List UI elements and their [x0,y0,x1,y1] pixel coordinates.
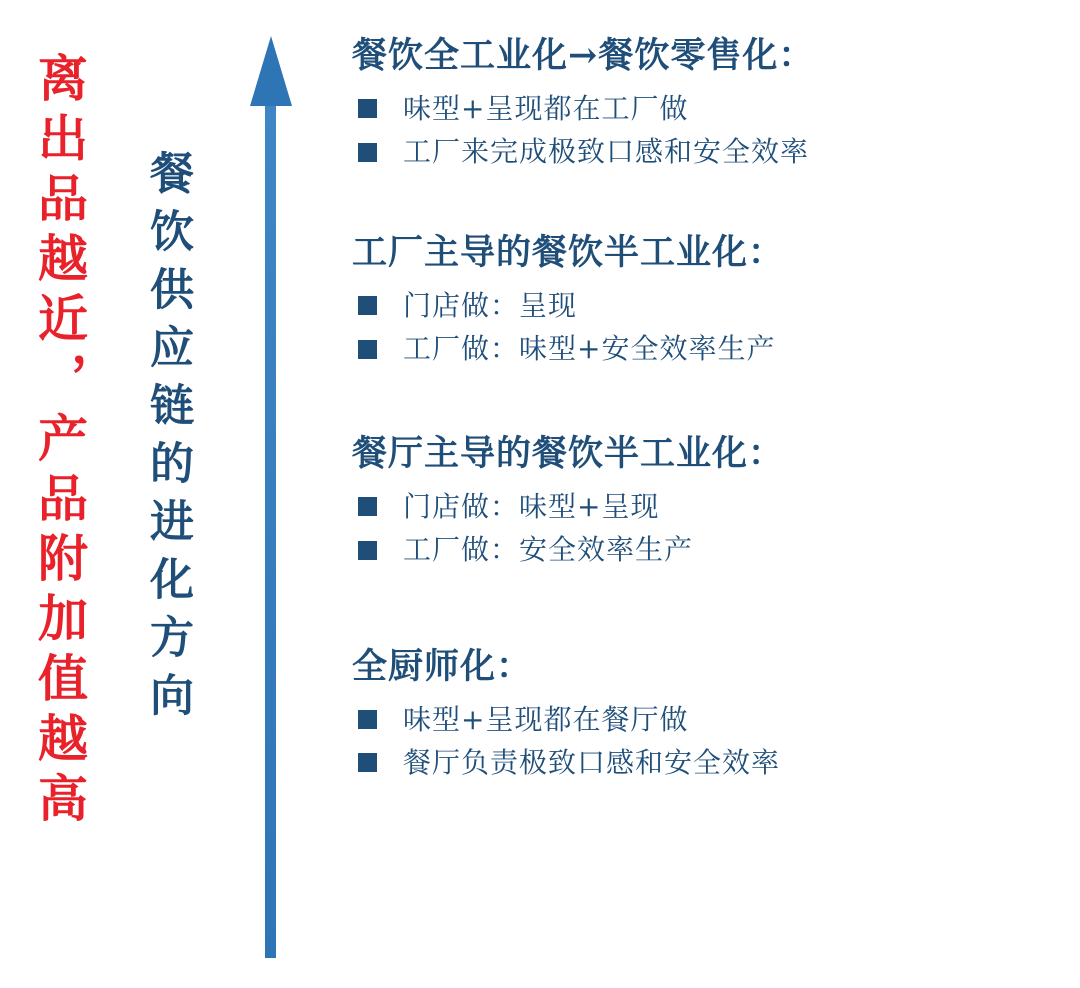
bullet-item [352,703,1052,737]
upward-arrow-icon [248,28,294,958]
bullet-label: 工厂做：味型+安全效率生产 [403,332,776,366]
bullet-item [352,746,1052,780]
bullet-label: 工厂来完成极致口感和安全效率 [403,135,810,169]
square-bullet-icon [358,143,377,162]
bullet-label: 门店做：呈现 [403,288,578,322]
square-bullet-icon [358,753,377,772]
stage-title-3: 全厨师化： [352,645,533,687]
bullet-label: 工厂做：安全效率生产 [403,533,694,567]
content-stack [352,34,1052,790]
bullet-label: 味型+呈现都在工厂做 [403,91,689,125]
axis-vertical-caption: 餐饮供应链的进化方向 [142,150,193,730]
stage-title-1: 工厂主导的餐饮半工业化： [352,231,785,273]
bullet-label: 门店做：味型+呈现 [403,489,660,523]
bullet-label: 餐厅负责极致口感和安全效率 [403,746,781,780]
stage-title-0: 餐饮全工业化→餐饮零售化： [352,35,815,76]
bullet-item [352,490,1052,524]
stage-block-3 [352,645,1052,780]
bullet-item [352,332,1052,366]
bullet-item [352,289,1052,323]
bullet-item [352,135,1052,169]
stage-block-0 [352,34,1052,169]
bullet-item [352,92,1052,126]
square-bullet-icon [358,710,377,729]
square-bullet-icon [358,296,377,315]
stage-block-1 [352,231,1052,366]
square-bullet-icon [358,497,377,516]
square-bullet-icon [358,99,377,118]
square-bullet-icon [358,541,377,560]
stage-title-2: 餐厅主导的餐饮半工业化： [352,432,785,474]
bullet-item [352,533,1052,567]
stage-block-2 [352,432,1052,567]
square-bullet-icon [358,340,377,359]
bullet-label: 味型+呈现都在餐厅做 [403,702,689,736]
left-vertical-caption: 离出品越近，产品附加值越高 [30,52,89,832]
